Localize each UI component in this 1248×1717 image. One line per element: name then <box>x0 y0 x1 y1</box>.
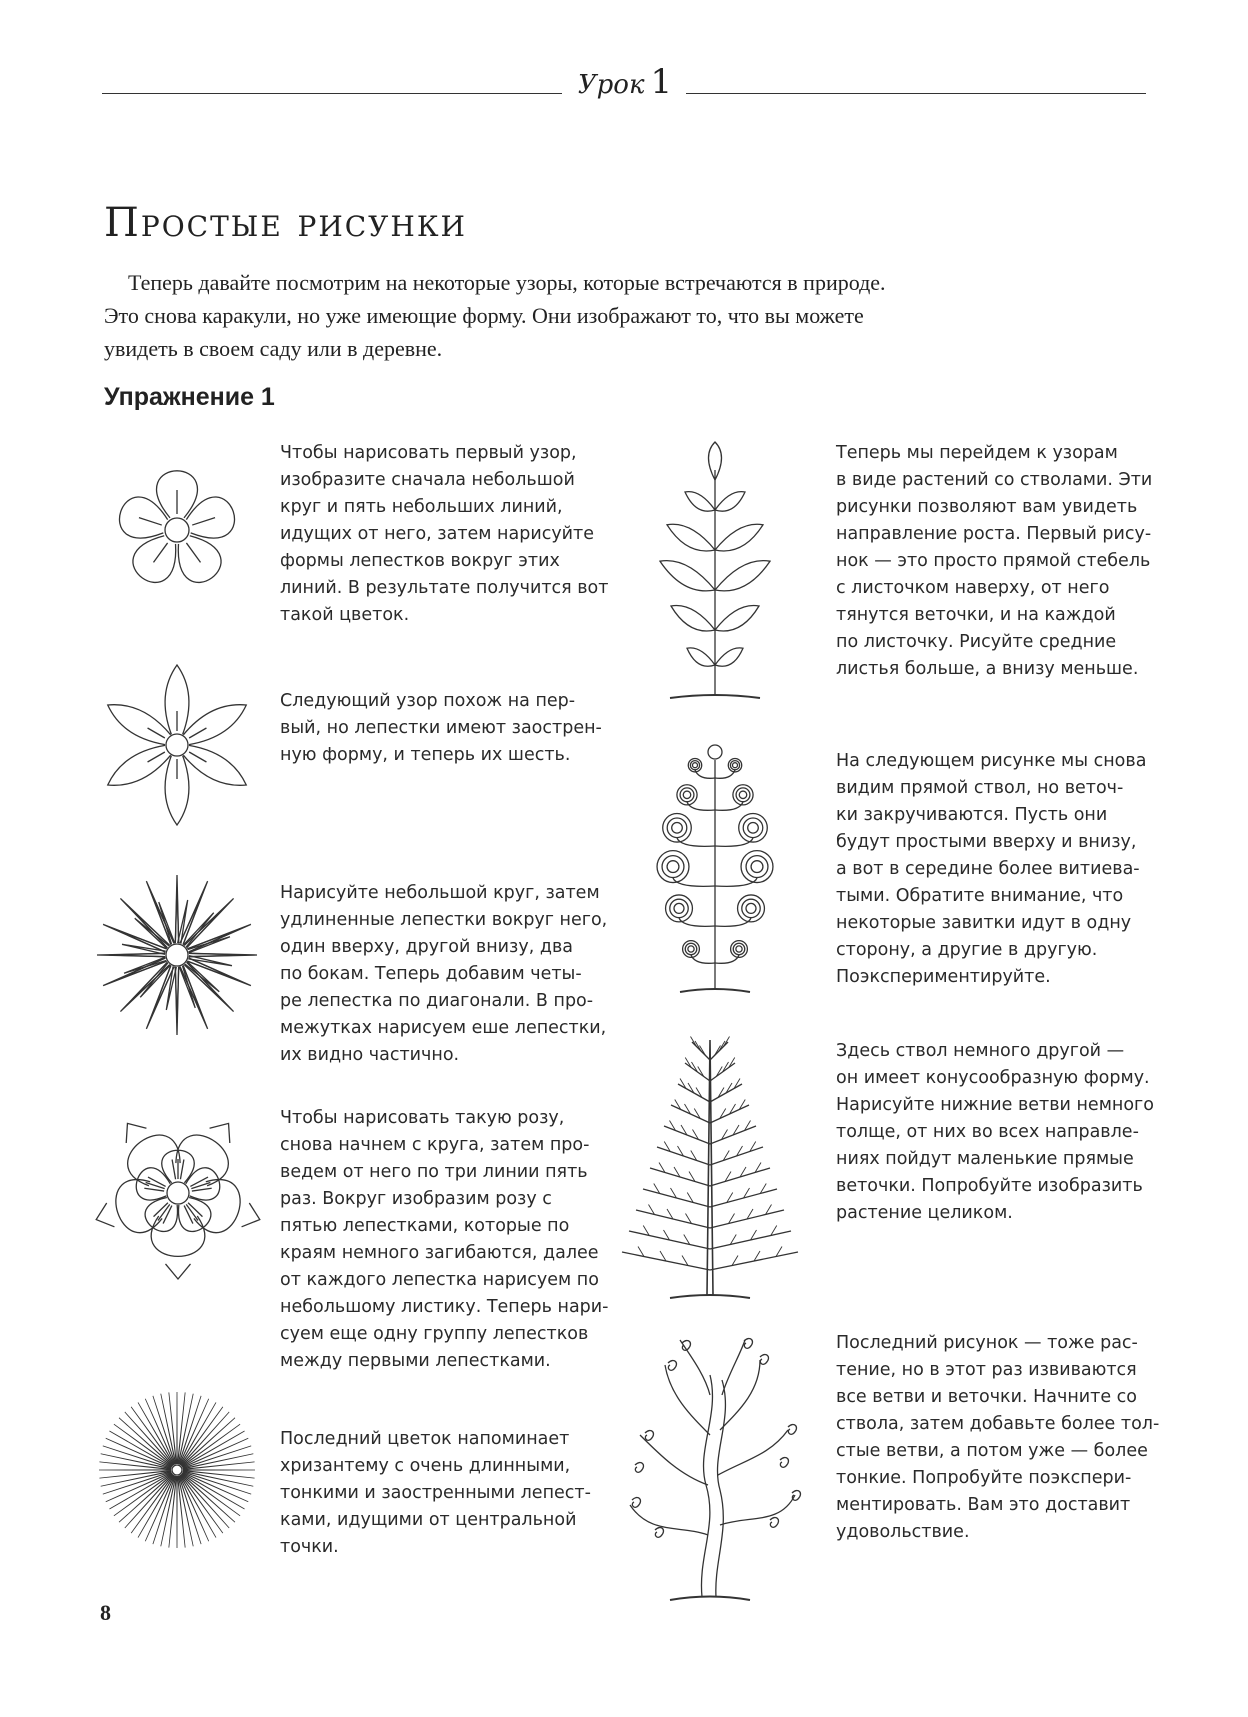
curl <box>693 763 698 768</box>
petal-line <box>103 1446 172 1468</box>
petal-line <box>183 1472 252 1494</box>
curl <box>655 1528 663 1538</box>
curl <box>770 1518 778 1528</box>
petal-outline <box>175 887 178 943</box>
ground <box>680 989 750 992</box>
branch <box>715 878 757 886</box>
curl <box>688 946 694 952</box>
petal-outline <box>178 536 221 583</box>
curl <box>742 899 760 917</box>
petal-outline <box>133 536 176 583</box>
leaf <box>715 606 759 632</box>
petal-outline <box>108 745 171 785</box>
leafy-stem-illustration <box>630 440 800 705</box>
leaf <box>715 561 770 591</box>
curl <box>788 1425 796 1435</box>
flower-1-text: Чтобы нарисовать первый узор, изобразите сначала небольшой круг и пять небольших линий, идущих от него, затем нарисуйте формы лепестков вокруг этих линий. В результате получится вот такой цветок. <box>280 443 609 625</box>
branch <box>640 1435 708 1485</box>
petal-line <box>153 1396 175 1465</box>
petal-vein <box>189 752 206 762</box>
curl <box>667 861 679 873</box>
leaf-tip <box>165 1264 190 1279</box>
ground <box>670 695 760 698</box>
plant-1-text: Теперь мы перейдем к узорам в виде растений со стволами. Эти рисунки позволяют вам увидеть направление роста. Первый рису- нок — это просто прямой стебель с листочком наверху, от него тянутся веточки, и на каждой по листочку. Рисуйте средние листья больше, а внизу меньше. <box>836 443 1153 679</box>
inner-petal <box>136 1168 170 1200</box>
petal-vein <box>192 518 215 525</box>
petal-vein <box>186 543 200 562</box>
curl <box>780 1458 788 1468</box>
flower-center <box>165 518 189 542</box>
trunk <box>707 1040 713 1295</box>
lesson-header <box>560 62 690 102</box>
petal-outline <box>175 967 178 1023</box>
petal-line <box>183 1446 252 1468</box>
branch <box>680 1340 710 1395</box>
petal-line <box>183 1454 253 1469</box>
petal-line <box>101 1471 171 1486</box>
curl <box>744 1339 752 1349</box>
flower-six-pointed-illustration <box>92 660 262 830</box>
flower-2-text: Следующий узор похож на пер- вый, но лепестки имеют заострен- ную форму, и теперь их шесть. <box>280 691 602 765</box>
petal-vein <box>148 1177 166 1186</box>
trunk-left <box>701 1375 712 1597</box>
branch <box>673 878 715 886</box>
petal-vein <box>189 728 206 738</box>
curl <box>736 946 742 952</box>
curl <box>746 903 756 913</box>
branch <box>722 1340 745 1395</box>
curl <box>748 822 759 833</box>
curl <box>743 818 763 838</box>
curly-tree-illustration <box>630 740 800 1000</box>
branch <box>720 1495 795 1525</box>
curl <box>674 903 684 913</box>
page-title: Простые рисунки <box>104 200 467 246</box>
outer-petal <box>116 1180 162 1233</box>
curl <box>662 856 684 878</box>
branch <box>720 1360 760 1430</box>
leaf <box>715 648 743 666</box>
petal-line <box>183 1471 253 1486</box>
leaf <box>660 561 715 591</box>
petal-vein <box>190 1177 208 1186</box>
intro-line-2: Это снова каракули, но уже имеющие форму. Они изображают то, что вы можете <box>104 303 864 328</box>
rose-illustration <box>90 1105 266 1281</box>
curl <box>672 822 683 833</box>
flower-five-petal-illustration <box>92 445 262 615</box>
curl <box>667 818 687 838</box>
outer-petal <box>194 1180 240 1233</box>
curl <box>792 1491 800 1501</box>
curl <box>690 761 699 770</box>
lesson-number: 1 <box>650 62 673 102</box>
header-rule-left <box>102 93 562 94</box>
curl <box>746 856 768 878</box>
curl <box>683 791 690 798</box>
leaf <box>715 524 763 551</box>
intro-line-3: увидеть в своем саду или в деревне. <box>104 336 443 361</box>
branch <box>665 1365 710 1435</box>
conical-tree-illustration <box>615 1030 805 1305</box>
twisting-tree-illustration <box>610 1335 810 1605</box>
leaf <box>667 524 715 551</box>
flower-center <box>166 944 188 966</box>
branch <box>630 1505 708 1535</box>
petal-outline <box>108 705 171 745</box>
flower-3-text: Нарисуйте небольшой круг, затем удлиненные лепестки вокруг него, один вверху, другой внизу, два по бокам. Теперь добавим четы- ре лепестка по диагонали. В про- межутках нарисуем еше лепестки, их видно частично. <box>280 883 608 1065</box>
plant-3-text: Здесь ствол немного другой — он имеет конусообразную форму. Нарисуйте нижние ветви немного толще, от них во всех направле- ниях пойдут маленькие прямые веточки. Попробуйте изобразить растение целиком. <box>836 1041 1154 1223</box>
flower-center <box>172 1465 182 1475</box>
header-rule-right <box>686 93 1146 94</box>
flower-center <box>166 734 188 756</box>
ground <box>670 1295 750 1298</box>
leaf <box>715 492 745 512</box>
petal-line <box>103 1472 172 1494</box>
trunk-right <box>716 1380 726 1597</box>
curl <box>635 1463 643 1473</box>
exercise-title: Упражнение 1 <box>104 383 275 411</box>
leaf <box>671 606 715 632</box>
chrysanthemum-illustration <box>92 1385 262 1555</box>
petal-line <box>178 1394 193 1464</box>
ground <box>670 1597 750 1601</box>
inner-petal <box>186 1168 220 1200</box>
intro-line-1: Теперь давайте посмотрим на некоторые узоры, которые встречаются в природе. <box>128 270 886 295</box>
branch <box>715 838 753 846</box>
flower-layered-illustration <box>92 870 262 1040</box>
petal-line <box>161 1394 176 1464</box>
curl <box>751 861 763 873</box>
intro-paragraph <box>104 266 1004 365</box>
curl <box>733 943 745 955</box>
curl <box>632 1498 640 1508</box>
leaf <box>685 492 715 512</box>
curl <box>733 763 738 768</box>
curl <box>670 899 688 917</box>
curl <box>739 791 746 798</box>
curl <box>730 761 739 770</box>
petal-vein <box>139 518 162 525</box>
petal-vein <box>180 1160 183 1180</box>
petal-vein <box>148 728 165 738</box>
petal-vein <box>192 1188 212 1191</box>
top-curl <box>708 745 722 759</box>
curl <box>760 1355 768 1365</box>
branch <box>715 918 751 926</box>
rose-text: Чтобы нарисовать такую розу, снова начнем с круга, затем про- ведем от него по три линии пять раз. Вокруг изобразим розу с пятью лепестками, которые по краям немного загибаются, далее от каждого лепестка нарисуем по небольшому листику. Теперь нари- суем еще одну группу лепестков между первыми лепестками. <box>280 1108 609 1371</box>
petal-vein <box>153 543 167 562</box>
petal-outline <box>189 953 245 956</box>
petal-line <box>153 1476 175 1545</box>
curl <box>685 943 697 955</box>
leaf <box>687 648 715 666</box>
branch <box>718 1430 788 1475</box>
petal-line <box>179 1396 201 1465</box>
petal-line <box>161 1476 176 1546</box>
rose-center <box>167 1182 189 1204</box>
branch <box>677 838 715 846</box>
petal-outline <box>109 953 165 956</box>
leaf-tip <box>96 1203 114 1227</box>
leaf-tip <box>242 1203 260 1227</box>
petal-vein <box>144 1188 164 1191</box>
petal-vein <box>172 1160 175 1180</box>
chrysanthemum-text: Последний цветок напоминает хризантему с очень длинными, тонкими и заостренными лепест- ками, идущими от центральной точки. <box>280 1429 591 1557</box>
petal-outline <box>183 745 246 785</box>
curl <box>736 788 750 802</box>
petal-vein <box>148 752 165 762</box>
petal-outline <box>183 705 246 745</box>
curl <box>668 1361 676 1371</box>
curl <box>645 1431 653 1441</box>
page-number: 8 <box>100 1600 111 1625</box>
petal-line <box>179 1476 201 1545</box>
plant-2-text: На следующем рисунке мы снова видим прямой ствол, но веточ- ки закручиваются. Пусть они будут простыми вверху и внизу, а вот в середине более витиева- тыми. Обратите внимание, что некоторые завитки идут в одну сторону, а другие в другую. Поэкспериментируйте. <box>836 751 1147 987</box>
curl <box>680 788 694 802</box>
petal-line <box>101 1454 171 1469</box>
lesson-word: Урок <box>577 70 645 100</box>
branch <box>679 918 715 926</box>
plant-4-text: Последний рисунок — тоже рас- тение, но в этот раз извиваются все ветви и веточки. Начните со ствола, затем добавьте более тол- стые ветви, а потом уже — более тонкие. Попробуйте поэкспери- ментировать. Вам это доставит удовольствие. <box>836 1333 1160 1542</box>
petal-line <box>178 1476 193 1546</box>
